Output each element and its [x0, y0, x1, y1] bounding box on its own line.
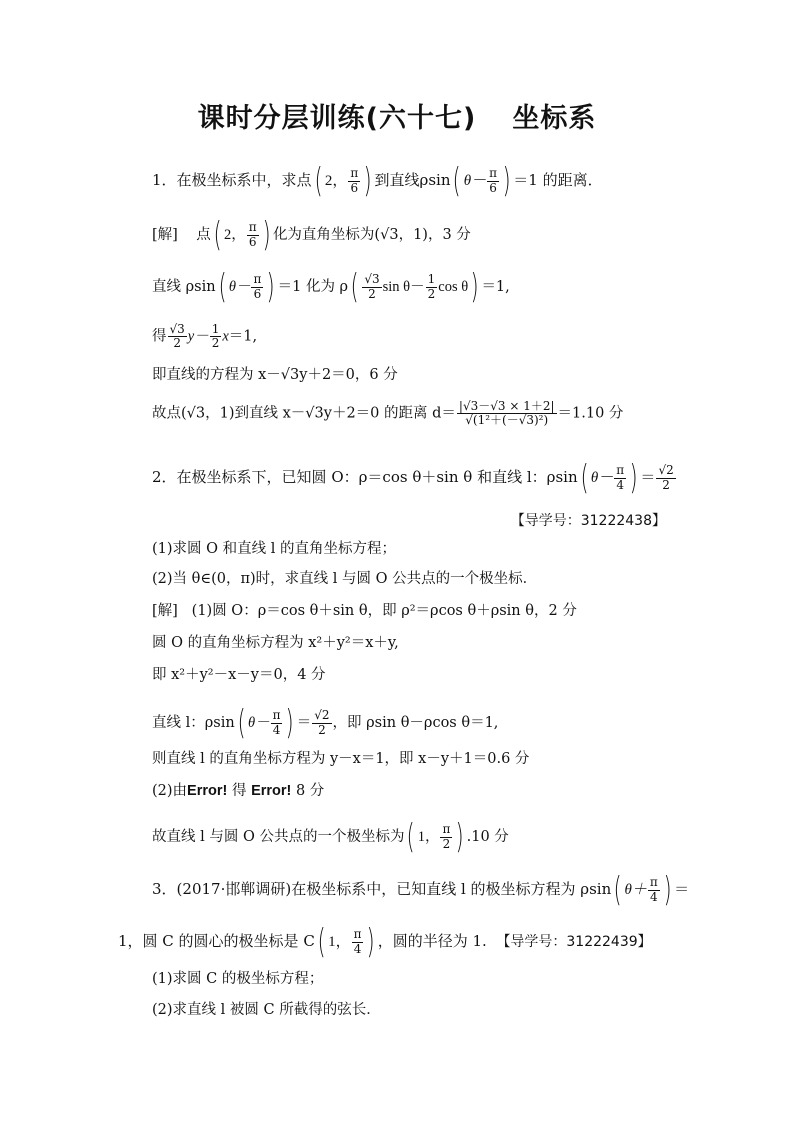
denominator: 6 — [350, 180, 359, 195]
denominator: 2 — [427, 286, 436, 301]
solution-text: 化为直角坐标为( — [272, 227, 381, 243]
math-text: 2， — [324, 173, 348, 189]
denominator: 6 — [253, 286, 262, 301]
page-title — [0, 96, 794, 135]
math-text: 1， — [417, 829, 440, 845]
q2-number: 2． — [152, 468, 177, 486]
solution-text: (1)圆 O：ρ＝cos θ＋sin θ，即 ρ²＝ρcos θ＋ρsin θ，2 分 — [191, 603, 577, 619]
q2-part-2: (2)当 θ∈(0，π)时，求直线 l 与圆 O 公共点的一个极坐标． — [152, 571, 538, 587]
q1-number: 1． — [152, 171, 177, 189]
denominator: 4 — [616, 477, 625, 492]
title-main: 课时分层训练(六十七) — [197, 103, 477, 134]
fraction — [440, 823, 452, 850]
numerator: π — [248, 220, 257, 235]
denominator: 6 — [489, 180, 497, 195]
denominator: √(1²＋(－√3)²) — [465, 413, 549, 428]
solution-text: (2)由 — [152, 783, 188, 799]
question-1: 1．在极坐标系中，求点( 2， $\frac{\pi}{6}$ ) 到直线ρsin( θ－ $\frac{\pi}{6}$ ) ＝1 的距离． — [152, 161, 603, 201]
fraction — [648, 876, 660, 903]
q2-part-1: (1)求圆 O 和直线 l 的直角坐标方程； — [152, 541, 396, 557]
math-text: θ－ — [247, 715, 270, 731]
q2-text: ＝ — [640, 468, 656, 486]
solution-text: ＝1, — [481, 279, 510, 295]
numerator: π — [489, 166, 498, 181]
fraction — [247, 221, 259, 248]
denominator: 6 — [248, 234, 257, 249]
question-2: 2．在极坐标系下，已知圆 O：ρ＝cos θ＋sin θ 和直线 l：ρsin( θ－ $\frac{\pi}{4}$ ) ＝ $\frac{√2}{2}$ — [152, 458, 674, 498]
fraction — [656, 464, 675, 491]
reference-number: 【导学号：31222439】 — [496, 934, 652, 950]
q3-text: 1，圆 C 的圆心的极坐标是 C — [118, 932, 315, 950]
numerator: π — [649, 875, 658, 890]
fraction — [348, 167, 360, 194]
fraction — [487, 167, 499, 194]
fraction — [251, 273, 263, 300]
solution-2-line-7: 故直线 l 与圆 O 公共点的一个极坐标为( 1， $\frac{\pi}{2}$ ) .10 分 — [152, 817, 509, 857]
math-text: 2， — [224, 227, 246, 243]
denominator: 2 — [662, 477, 670, 492]
question-3-line-2: 1，圆 C 的圆心的极坐标是 C( 1， $\frac{\pi}{4}$ ) ，圆的半径为 1. 【导学号：31222439】 — [118, 922, 652, 962]
solution-2-line-6 — [152, 784, 324, 799]
solution-text: 8 分 — [291, 783, 325, 799]
solution-text: ，即 ρsin θ－ρcos θ＝1, — [332, 715, 499, 731]
math-text: 1， — [328, 934, 351, 950]
fraction — [614, 464, 626, 491]
math-text: cos θ — [438, 279, 469, 295]
solution-text: 3，1)，3 分 — [389, 227, 471, 243]
denominator: 2 — [442, 836, 451, 851]
math-text: θ－ — [228, 279, 251, 295]
numerator: π — [616, 463, 625, 478]
solution-text: ＝1.10 分 — [557, 405, 624, 422]
math-text: θ＋ — [624, 882, 647, 898]
fraction — [426, 273, 438, 300]
solution-text: 直线 l：ρsin — [152, 715, 235, 731]
q3-part-2: (2)求直线 l 被圆 C 所截得的弦长． — [152, 1002, 381, 1018]
title-sub: 坐标系 — [512, 103, 597, 134]
error-text: Error! — [251, 783, 292, 799]
question-3-line-1: 3．(2017·邯郸调研)在极坐标系中，已知直线 l 的极坐标方程为 ρsin( θ＋ $\frac{\pi}{4}$ ) ＝ — [152, 870, 690, 910]
q3-text: ＝ — [674, 880, 690, 898]
error-text: Error! — [187, 783, 228, 799]
math-text: sin θ－ — [382, 279, 425, 295]
denominator: 2 — [173, 336, 181, 351]
solution-text: 故点(√3，1)到直线 x－√3y＋2＝0 的距离 d＝ — [152, 405, 456, 422]
solution-text: 得 — [227, 783, 252, 799]
denominator: 4 — [650, 889, 658, 904]
solution-text: ＝1, — [228, 328, 258, 345]
numerator: √3 — [364, 272, 380, 287]
solution-text: 点 — [196, 227, 211, 243]
denominator: 2 — [368, 286, 376, 301]
solution-text: ＝ — [296, 715, 312, 731]
solution-2-line-3: 即 x²＋y²－x－y＝0，4 分 — [152, 667, 326, 683]
q2-text: 在极坐标系下，已知圆 O：ρ＝cos θ＋sin θ 和直线 l：ρsin — [176, 468, 578, 486]
numerator: 1 — [427, 272, 436, 287]
numerator: √3 — [169, 322, 185, 336]
solution-2-line-4: 直线 l：ρsin( θ－ $\frac{\pi}{4}$ ) ＝ $\frac{√2}{2}$ ，即 ρsin θ－ρcos θ＝1, — [152, 703, 499, 743]
solution-text: 故直线 l 与圆 O 公共点的一个极坐标为 — [152, 829, 405, 845]
solution-1-line-3 — [152, 323, 257, 350]
math-text: y－ — [187, 328, 209, 345]
solution-2-line-5: 则直线 l 的直角坐标方程为 y－x＝1，即 x－y＋1＝0.6 分 — [152, 751, 530, 767]
q1-text: 在极坐标系中，求点 — [176, 171, 312, 189]
numerator: π — [272, 708, 281, 723]
math-text: θ－ — [590, 470, 614, 486]
reference-number: 【导学号：31222438】 — [510, 513, 666, 529]
fraction — [352, 928, 364, 955]
solution-text: ＝1 化为 ρ — [277, 279, 349, 295]
solution-2-line-2: 圆 O 的直角坐标方程为 x²＋y²＝x＋y, — [152, 635, 399, 651]
fraction — [210, 323, 222, 350]
numerator: |√3－√3 × 1＋2| — [458, 399, 555, 413]
numerator: 1 — [211, 322, 220, 336]
numerator: √2 — [314, 708, 330, 723]
numerator: π — [253, 272, 262, 287]
fraction — [168, 323, 187, 350]
math-text: x — [222, 328, 229, 345]
distance-fraction — [457, 400, 557, 427]
numerator: √2 — [658, 463, 674, 478]
denominator: 2 — [211, 336, 220, 351]
solution-2-line-1 — [152, 604, 577, 619]
math-text: θ－ — [463, 173, 487, 189]
numerator: π — [442, 822, 451, 837]
solution-text: .10 分 — [466, 829, 509, 845]
solution-1-line-2: 直线 ρsin( θ－ $\frac{\pi}{6}$ ) ＝1 化为 ρ( $\frac{√3}{2}$ sin θ－ $\frac{1}{2}$ cos θ) ＝1, — [152, 267, 510, 307]
denominator: 4 — [353, 941, 362, 956]
numerator: π — [353, 927, 362, 942]
solution-1-line-4: 即直线的方程为 x－√3y＋2＝0，6 分 — [152, 367, 398, 383]
solution-1-line-5 — [152, 400, 623, 427]
denominator: 4 — [272, 722, 281, 737]
numerator: π — [350, 166, 359, 181]
q3-text: 3．(2017·邯郸调研)在极坐标系中，已知直线 l 的极坐标方程为 ρsin — [152, 880, 612, 898]
q1-text: 到直线ρsin — [374, 171, 451, 189]
q3-text: ，圆的半径为 1. — [377, 932, 487, 950]
solution-tag: [解] — [152, 227, 178, 243]
solution-1-line-1: [解] 点( 2， $\frac{\pi}{6}$ ) 化为直角坐标为(√3，1)，3 分 — [152, 215, 471, 255]
solution-tag: [解] — [152, 603, 178, 619]
solution-text: 直线 ρsin — [152, 279, 216, 295]
denominator: 2 — [318, 722, 326, 737]
fraction — [312, 709, 331, 736]
fraction — [362, 273, 381, 300]
q1-text: ＝1 的距离． — [513, 171, 603, 189]
fraction — [271, 709, 283, 736]
solution-text: 得 — [152, 328, 167, 345]
q3-part-1: (1)求圆 C 的极坐标方程； — [152, 971, 324, 987]
